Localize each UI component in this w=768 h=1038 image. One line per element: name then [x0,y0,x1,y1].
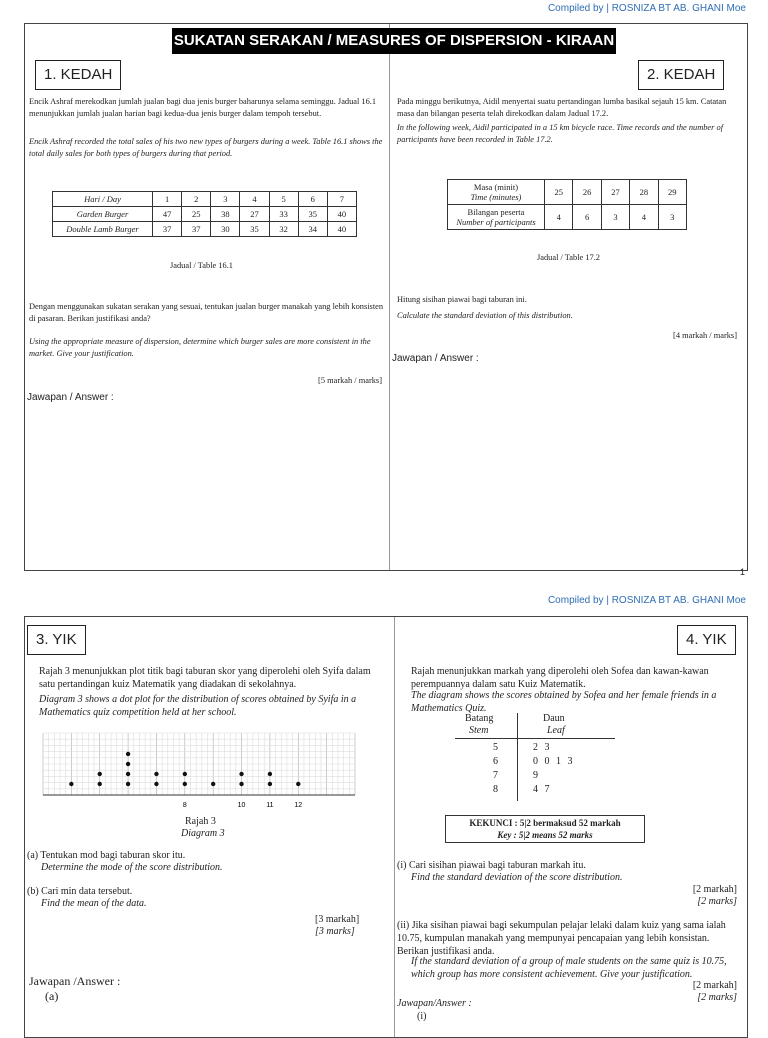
table-caption: Jadual / Table 16.1 [170,261,233,270]
q1-question-malay: Dengan menggunakan sukatan serakan yang sesuai, tentukan jualan burger manakah yang lebih konsisten di pasaran. Berikan justifikasi anda? [29,302,384,324]
table-header-cell: 2 [182,192,211,207]
dot-point [239,782,243,786]
table-header-cell: 4 [240,192,269,207]
credit-top: Compiled by | ROSNIZA BT AB. GHANI Moe [547,3,746,14]
table-cell: 26 [573,180,601,205]
q3b-english: Find the mean of the data. [41,898,147,909]
q1-text-malay: Encik Ashraf merekodkan jumlah jualan bagi dua jenis burger baharunya selama seminggu. Jadual 16.1 menunjukkan jumlah jualan harian bagi kedua-dua jenis burger dalam tempoh tersebut. [29,97,377,119]
page-title: SUKATAN SERAKAN / MEASURES OF DISPERSION - KIRAAN [172,28,616,54]
table-cell: 40 [327,222,356,237]
table-cell: 37 [182,222,211,237]
table-cell: 30 [211,222,240,237]
stem-value: 6 [493,756,498,767]
dot-point [69,782,73,786]
dot-point [211,782,215,786]
dot-point [268,772,272,776]
table-header-cell: 3 [211,192,240,207]
table-header-cell: 5 [269,192,298,207]
dot-point [268,782,272,786]
diagram-caption-english: Diagram 3 [181,828,225,839]
leaf-header-english: Leaf [547,725,565,736]
table-cell: 27 [601,180,629,205]
column-divider [394,617,395,1037]
q2-label: 2. KEDAH [638,60,724,90]
key-text-malay: KEKUNCI : 5|2 bermaksud 52 markah [469,818,621,828]
dot-point [98,772,102,776]
q4-answer-part: (i) [417,1011,427,1022]
leaf-values: 9 [533,770,538,781]
table-cell: 6 [573,205,601,230]
stem-leaf-vertical-line [517,713,518,801]
q1-label: 1. KEDAH [35,60,121,90]
q2-text-malay: Pada minggu berikutnya, Aidil menyertai suatu pertandingan lumba basikal sejauh 15 km. Catatan masa dan bilangan peserta telah direkodkan dalam Jadual 17.2. [397,97,727,119]
table-cell: 28 [630,180,658,205]
table-cell: 25 [182,207,211,222]
table-cell: 25 [545,180,573,205]
leaf-values: 2 3 [533,742,550,753]
q4i-marks-malay: [2 markah] [692,884,737,895]
dot-point [126,782,130,786]
x-tick-label: 10 [237,802,246,809]
q4ii-marks-english: [2 marks] [697,992,737,1003]
dot-point [154,772,158,776]
table-caption: Jadual / Table 17.2 [537,253,600,262]
q4i-english: Find the standard deviation of the score distribution. [411,872,623,883]
dot-point [183,772,187,776]
q3-marks-english: [3 marks] [315,926,355,937]
table-header-cell: Hari / Day [53,192,153,207]
stem-value: 7 [493,770,498,781]
dot-point [154,782,158,786]
q4-label: 4. YIK [677,625,736,655]
page-number: 1 [740,567,746,577]
stem-header-malay: Batang [465,713,494,724]
table-cell: 3 [658,205,686,230]
x-tick-label: 8 [182,802,187,809]
q2-answer-label: Jawapan / Answer : [392,353,479,364]
stem-value: 5 [493,742,498,753]
column-divider [389,24,390,570]
stem-value: 8 [493,784,498,795]
race-table [447,179,687,230]
dot-point [126,772,130,776]
sales-table [52,191,357,237]
leaf-values: 0 0 1 3 [533,756,573,767]
q3a-english: Determine the mode of the score distribution. [41,862,223,873]
table-row-label: Garden Burger [53,207,153,222]
q4-text-malay: Rajah menunjukkan markah yang diperolehi oleh Sofea dan kawan-kawan perempuannya dalam satu Kuiz Matematik. [411,666,709,690]
q3a-malay: (a) Tentukan mod bagi taburan skor itu. [27,850,186,861]
dot-point [98,782,102,786]
dot-point [239,772,243,776]
diagram-caption-malay: Rajah 3 [185,816,216,827]
table-cell: 32 [269,222,298,237]
table-cell: 40 [327,207,356,222]
dot-plot [39,731,359,813]
table-row-label: Masa (minit) Time (minutes) [448,180,545,205]
key-box [445,815,645,843]
table-cell: 34 [298,222,327,237]
key-text-english: Key : 5|2 means 52 marks [497,830,593,840]
q4ii-malay: (ii) Jika sisihan piawai bagi sekumpulan pelajar lelaki dalam kuiz yang sama ialah 10.75, kumpulan manakah yang mempunyai pencapaian yang lebih konsistan. Berikan justifikasi anda. [397,920,726,957]
q3-answer-part: (a) [45,989,59,1003]
q3-marks-malay: [3 markah] [315,914,360,925]
q3-text-english: Diagram 3 shows a dot plot for the distribution of scores obtained by Syifa in a Mathematics quiz competition held at her school. [39,694,357,718]
q2-question-malay: Hitung sisihan piawai bagi taburan ini. [397,295,527,304]
table-cell: 35 [240,222,269,237]
stem-leaf-plot [455,713,625,805]
leaf-values: 4 7 [533,784,550,795]
table-cell: 4 [630,205,658,230]
table-cell: 3 [601,205,629,230]
stem-header-english: Stem [469,725,489,736]
stem-leaf-header-line [455,738,615,739]
q3-answer-label: Jawapan /Answer : [29,974,121,988]
q1-marks: [5 markah / marks] [318,376,382,385]
q4ii-marks-malay: [2 markah] [692,980,737,991]
q1-text-english: Encik Ashraf recorded the total sales of his two new types of burgers during a week. Table 16.1 shows the total daily sales for both types of burgers during that period. [29,137,383,159]
table-header-cell: 6 [298,192,327,207]
worksheet-page-2 [24,616,748,1038]
credit-bottom: Compiled by | ROSNIZA BT AB. GHANI Moe [547,595,746,606]
x-tick-label: 11 [266,802,274,809]
table-cell: 35 [298,207,327,222]
leaf-header-malay: Daun [543,713,565,724]
q3-label: 3. YIK [27,625,86,655]
q4-text-english: The diagram shows the scores obtained by Sofea and her female friends in a Mathematics Quiz. [411,690,717,714]
q2-text-english: In the following week, Aidil participated in a 15 km bicycle race. Time records and the number of participants have been recorded in Table 17.2. [397,123,724,145]
table-cell: 29 [658,180,686,205]
table-row-label: Double Lamb Burger [53,222,153,237]
q3-text-malay: Rajah 3 menunjukkan plot titik bagi taburan skor yang diperolehi oleh Syifa dalam satu pertandingan kuiz Matematik yang diadakan di sekolahnya. [39,666,371,690]
q1-answer-label: Jawapan / Answer : [27,392,114,403]
worksheet-page-1 [24,23,748,571]
dot-point [126,752,130,756]
q4ii-english: If the standard deviation of a group of male students on the same quiz is 10.75, which group has more consistent achievement. Give your justification. [411,956,727,980]
table-header-cell: 1 [153,192,182,207]
table-cell: 4 [545,205,573,230]
q4i-malay: (i) Cari sisihan piawai bagi taburan markah itu. [397,860,586,871]
q4-answer-label: Jawapan/Answer : [397,998,472,1009]
table-cell: 27 [240,207,269,222]
q1-question-english: Using the appropriate measure of dispersion, determine which burger sales are more consistent in the market. Give your justification. [29,337,371,359]
table-cell: 47 [153,207,182,222]
dot-point [126,762,130,766]
table-header-cell: 7 [327,192,356,207]
table-cell: 38 [211,207,240,222]
q4i-marks-english: [2 marks] [697,896,737,907]
table-row-label: Bilangan peserta Number of participants [448,205,545,230]
x-tick-label: 12 [294,802,303,809]
q2-question-english: Calculate the standard deviation of this distribution. [397,311,573,320]
table-cell: 33 [269,207,298,222]
q2-marks: [4 markah / marks] [673,331,737,340]
table-cell: 37 [153,222,182,237]
dot-point [183,782,187,786]
q3b-malay: (b) Cari min data tersebut. [27,886,133,897]
dot-point [296,782,300,786]
